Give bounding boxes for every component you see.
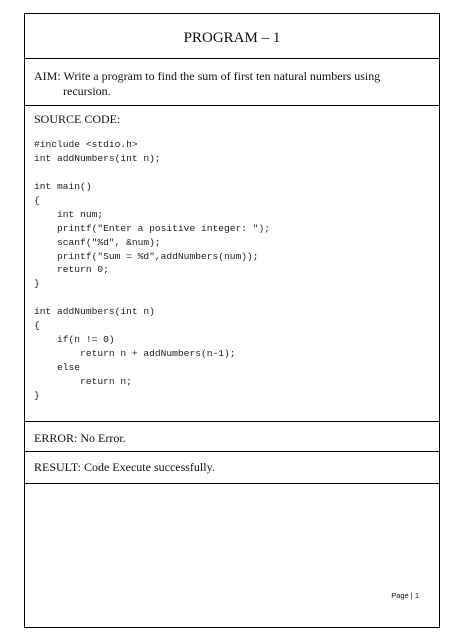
code-line: printf("Sum = %d",addNumbers(num)); (34, 250, 259, 262)
divider (25, 451, 439, 452)
error-text: ERROR: No Error. (34, 431, 126, 445)
code-line: { (34, 194, 40, 206)
document-page (24, 13, 440, 628)
page-number: Page | 1 (391, 591, 419, 600)
program-title: PROGRAM – 1 (183, 30, 281, 46)
aim-label: AIM: (34, 69, 61, 83)
code-line: scanf("%d", &num); (34, 236, 161, 248)
code-line: int addNumbers(int n); (34, 152, 161, 164)
divider (25, 421, 439, 422)
divider (25, 483, 439, 484)
code-line: return n; (34, 375, 132, 387)
aim-text-line2: recursion. (63, 84, 111, 98)
source-code-label: SOURCE CODE: (34, 112, 121, 126)
code-line: if(n != 0) (34, 334, 115, 346)
code-line: } (34, 278, 40, 290)
aim-section (34, 69, 430, 99)
code-line: #include <stdio.h> (34, 139, 138, 150)
code-line (34, 291, 434, 305)
code-line: int addNumbers(int n) (34, 306, 155, 318)
code-line (34, 166, 434, 180)
code-line: return 0; (34, 264, 109, 276)
code-line: int num; (34, 208, 104, 220)
aim-text-line1: Write a program to find the sum of first ten natural numbers using (63, 69, 381, 83)
divider (25, 105, 439, 106)
code-line: printf("Enter a positive integer: "); (34, 222, 271, 234)
code-line: else (34, 362, 81, 373)
code-line: { (34, 320, 40, 332)
code-line: int main() (34, 180, 92, 192)
source-code-block (34, 138, 434, 403)
code-line: } (34, 389, 40, 401)
result-text: RESULT: Code Execute successfully. (34, 460, 215, 474)
divider (25, 58, 439, 59)
code-line: return n + addNumbers(n-1); (34, 348, 236, 360)
